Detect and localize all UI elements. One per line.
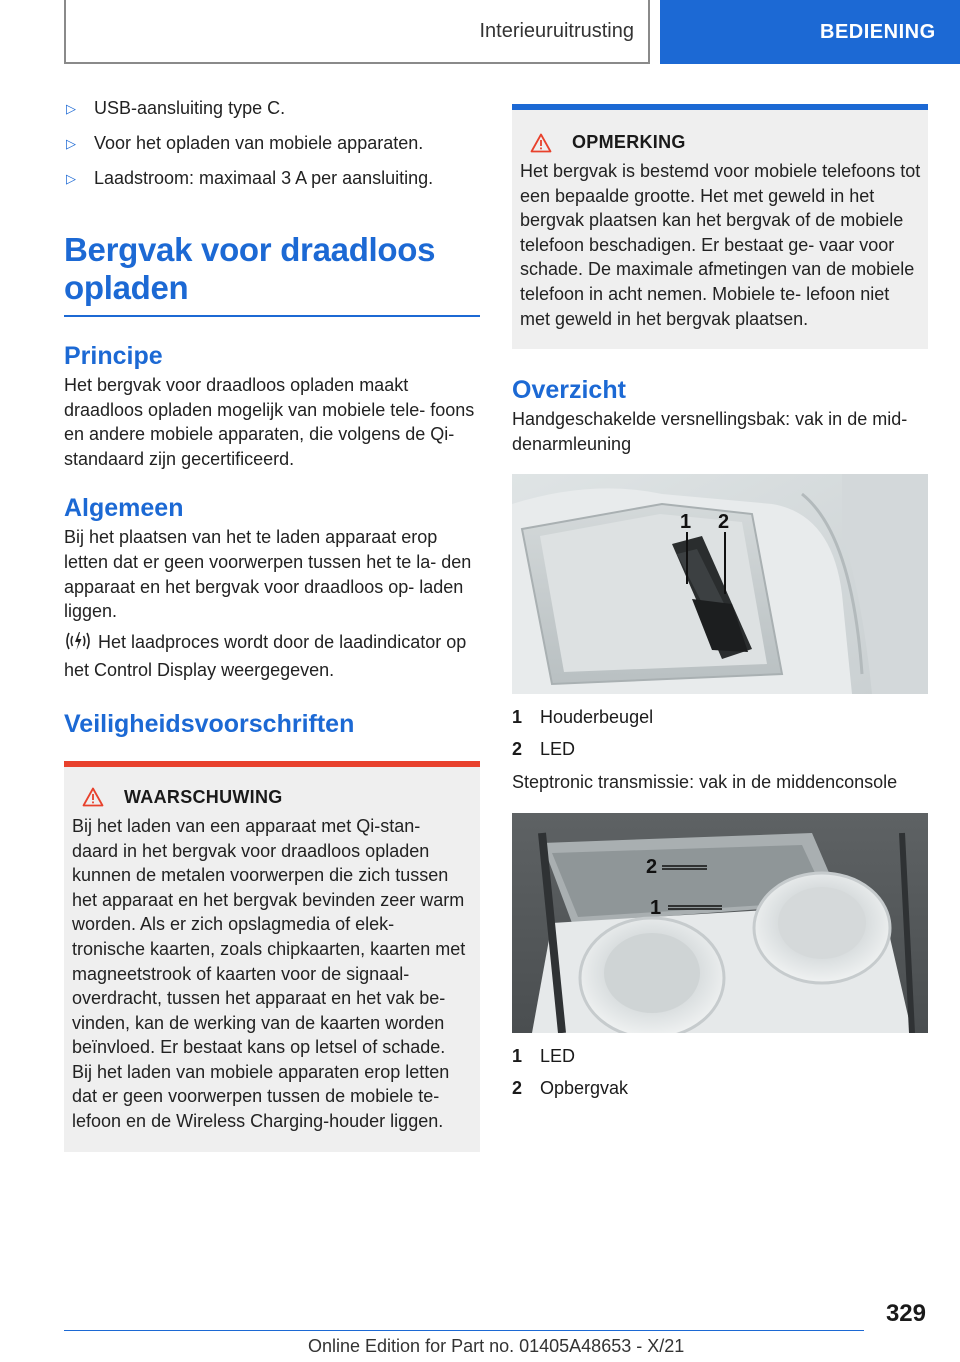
manual-caption: Handgeschakelde versnellingsbak: vak in de mid‐ denarmleuning [512,409,908,454]
algemeen-heading: Algemeen [64,494,184,523]
header-chapter-title: BEDIENING [820,20,936,43]
footer-divider [64,1330,864,1331]
indicator-text: Het laadproces wordt door de laadindicator op het Control Display weergegeven. [64,631,467,681]
note-title-row [520,132,922,153]
legend-number: 1 [512,1045,523,1066]
triangle-bullet-icon: ▷ [66,101,76,116]
legend-label: LED [540,739,576,760]
legend-number: 2 [512,1077,523,1098]
list-item [64,131,480,156]
safety-heading: Veiligheidsvoorschriften [64,709,355,738]
header-section-tab [64,0,650,64]
right-column [512,104,928,1109]
legend-item [512,738,928,760]
legend-number: 2 [512,739,523,760]
figure2-legend [512,1045,928,1099]
warning-triangle-icon [82,787,104,807]
armrest-storage-photo [512,474,928,694]
figure1-legend [512,706,928,760]
left-column [64,96,480,1152]
algemeen-text: Bij het plaatsen van het te laden apparaat erop letten dat er geen voorwerpen tussen het te la‐ den apparaat en het bergvak voor draadloos op‐ laden liggen. [64,527,472,622]
warning-box [64,761,480,1152]
legend-label: LED [540,1045,576,1066]
callout-label: 1 [680,511,692,534]
steptronic-caption: Steptronic transmissie: vak in de middenconsole [512,772,898,793]
principe-text: Het bergvak voor draadloos opladen maakt draadloos opladen mogelijk van mobiele tele‐ foons en andere mobiele apparaten, die volgens de Qi-standaard zijn gecertificeerd. [64,375,475,469]
legend-label: Opbergvak [540,1077,629,1098]
wireless-charging-icon [64,630,92,659]
list-item [64,166,480,191]
bullet-text: USB-aansluiting type C. [94,98,286,118]
triangle-bullet-icon: ▷ [66,171,76,186]
legend-number: 1 [512,707,523,728]
callout-label: 2 [718,511,730,534]
note-text: Het bergvak is bestemd voor mobiele telefoons tot een bepaalde grootte. Het met geweld in het bergvak plaatsen kan het bergvak of de mobiele telefoon beschadigen. Er bestaat ge‐ vaar voor schade. De maximale afmetingen van de mobiele telefoon in acht nemen. Mobiele te‐ lefoon niet met geweld in het bergvak plaatsen. [520,161,921,329]
console-storage-photo [512,813,928,1033]
note-title: OPMERKING [572,132,686,152]
indicator-paragraph [64,630,480,683]
warning-text: Bij het laden van een apparaat met Qi-stan‐ daard in het bergvak voor draadloos opladen kunnen de metalen voorwerpen die zich tussen het apparaat en het bergvak bevinden zeer warm worden. Als er zich opslagmedia of elek‐ tronische kaarten, zoals chipkaarten, kaarten met magneetstrook of kaarten voor de signaal‐ overdracht, tussen het apparaat en het vak be‐ vinden, kan de werking van de kaarten worden beïnvloed. Er bestaat kans op letsel of schade. Bij het laden van mobiele apparaten erop letten dat er geen voorwerpen tussen de mobiele te‐ lefoon en de Wireless Charging-houder liggen. [72,815,466,1132]
legend-item [512,706,928,728]
callout-label: 2 [646,855,658,878]
principe-heading: Principe [64,342,163,370]
bullet-text: Voor het opladen van mobiele apparaten. [94,133,424,153]
overview-heading: Overzicht [512,376,626,405]
callout-label: 1 [650,896,662,919]
page-title-line2: opladen [64,269,189,306]
bullet-text: Laadstroom: maximaal 3 A per aansluiting. [94,168,434,188]
legend-label: Houderbeugel [540,707,654,728]
legend-item [512,1045,928,1067]
usb-bullet-list [64,96,480,191]
footer-edition: Online Edition for Part no. 01405A48653 - X/21 [308,1336,685,1356]
warning-title-row [72,787,470,808]
triangle-bullet-icon: ▷ [66,136,76,151]
header-section-title: Interieuruitrusting [479,19,634,42]
legend-item [512,1077,928,1099]
page-title [64,231,480,317]
warning-title: WAARSCHUWING [124,786,283,807]
list-item [64,96,480,121]
note-triangle-icon [530,133,552,153]
header-chapter-tab [660,0,960,64]
note-box [512,104,928,349]
page-number: 329 [885,1300,926,1327]
page-title-line1: Bergvak voor draadloos [64,231,436,268]
